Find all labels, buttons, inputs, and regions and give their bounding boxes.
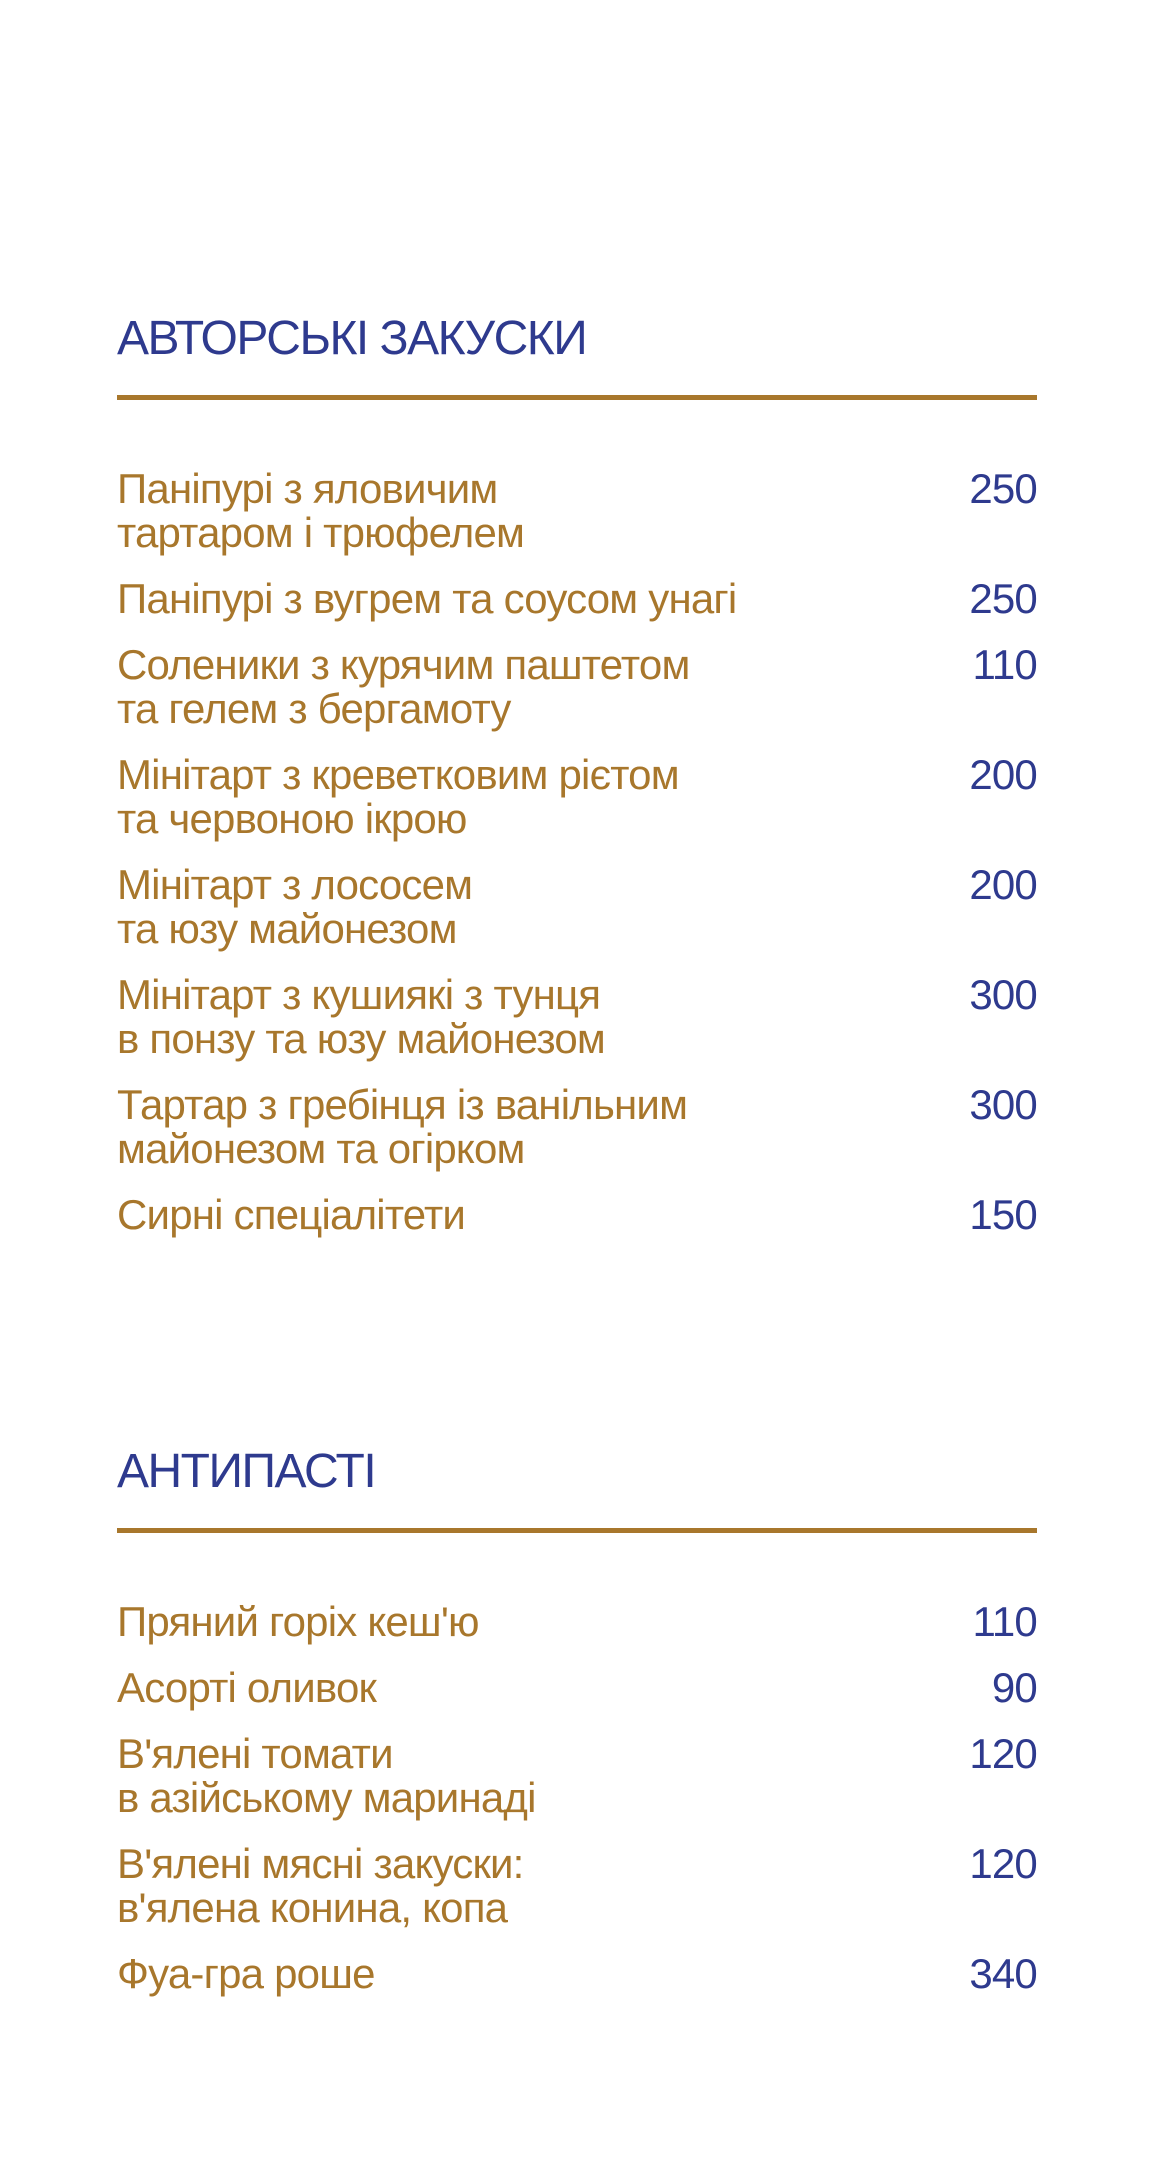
menu-item-name <box>117 643 690 731</box>
menu-item-name-line: майонезом та огірком <box>117 1125 525 1172</box>
menu-item-name <box>117 1952 375 1996</box>
menu-item-price: 110 <box>972 1598 1037 1645</box>
menu-item-price: 200 <box>969 861 1037 908</box>
menu-item-name-line: Паніпурі з яловичим <box>117 465 498 512</box>
menu-item-name <box>117 467 524 555</box>
menu-item-name-line: та гелем з бергамоту <box>117 685 511 732</box>
menu-item-name <box>117 1732 536 1820</box>
menu-list <box>117 467 1037 1259</box>
menu-item-name-line: Мінітарт з креветковим рієтом <box>117 751 679 798</box>
menu-item-name-line: та юзу майонезом <box>117 905 457 952</box>
menu-item-name-line: в'ялена конина, копа <box>117 1884 508 1931</box>
menu-item <box>117 753 1037 841</box>
section-title: АНТИПАСТІ <box>117 1445 376 1498</box>
menu-item <box>117 1193 1037 1237</box>
menu-item-price: 300 <box>969 971 1037 1018</box>
menu-item-name-line: Мінітарт з лососем <box>117 861 473 908</box>
menu-item-name-line: Асорті оливок <box>117 1664 377 1711</box>
section-divider <box>117 1528 1037 1533</box>
menu-item-name-line: Соленики з курячим паштетом <box>117 641 690 688</box>
menu-item-price: 250 <box>969 465 1037 512</box>
menu-item <box>117 577 1037 621</box>
menu-item-price: 120 <box>969 1840 1037 1887</box>
menu-item <box>117 1083 1037 1171</box>
menu-item-name <box>117 863 472 951</box>
menu-list <box>117 1600 1037 2018</box>
menu-item-name-line: Сирні спеціалітети <box>117 1191 466 1238</box>
menu-item-name-line: та червоною ікрою <box>117 795 467 842</box>
menu-item-price: 90 <box>991 1664 1037 1711</box>
menu-item-name-line: В'ялені томати <box>117 1730 393 1777</box>
menu-item-name <box>117 1842 524 1930</box>
menu-item <box>117 863 1037 951</box>
section-divider <box>117 395 1037 400</box>
menu-item-name <box>117 1666 376 1710</box>
menu-item-name-line: Паніпурі з вугрем та соусом унагі <box>117 575 737 622</box>
menu-item <box>117 1732 1037 1820</box>
menu-item-name-line: В'ялені мясні закуски: <box>117 1840 524 1887</box>
menu-item-name <box>117 577 736 621</box>
menu-item-price: 300 <box>969 1081 1037 1128</box>
menu-item-price: 200 <box>969 751 1037 798</box>
menu-item-name-line: в азійському маринаді <box>117 1774 536 1821</box>
menu-item-name-line: Мінітарт з кушиякі з тунця <box>117 971 601 1018</box>
menu-item <box>117 1842 1037 1930</box>
menu-item-price: 150 <box>969 1191 1037 1238</box>
menu-item-price: 250 <box>969 575 1037 622</box>
menu-item-name <box>117 1193 465 1237</box>
menu-item-name-line: Фуа-гра роше <box>117 1950 375 1997</box>
menu-item <box>117 467 1037 555</box>
menu-item-name <box>117 1600 479 1644</box>
section-title: АВТОРСЬКІ ЗАКУСКИ <box>117 312 587 365</box>
menu-item <box>117 643 1037 731</box>
menu-item-name-line: в понзу та юзу майонезом <box>117 1015 605 1062</box>
menu-item-name-line: тартаром і трюфелем <box>117 509 525 556</box>
menu-item-name <box>117 973 605 1061</box>
menu-item <box>117 1666 1037 1710</box>
menu-item-name-line: Тартар з гребінця із ванільним <box>117 1081 688 1128</box>
menu-item-price: 120 <box>969 1730 1037 1777</box>
menu-item <box>117 1600 1037 1644</box>
menu-item <box>117 1952 1037 1996</box>
menu-item-price: 110 <box>972 641 1037 688</box>
menu-item <box>117 973 1037 1061</box>
menu-item-price: 340 <box>969 1950 1037 1997</box>
menu-item-name <box>117 753 679 841</box>
menu-item-name-line: Пряний горіх кеш'ю <box>117 1598 479 1645</box>
menu-item-name <box>117 1083 687 1171</box>
